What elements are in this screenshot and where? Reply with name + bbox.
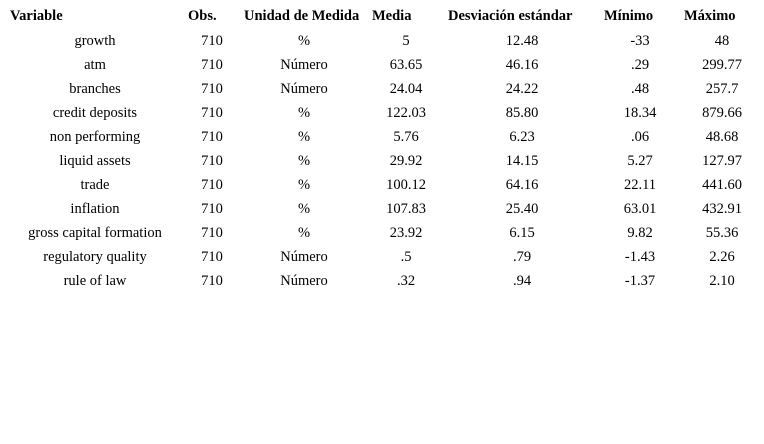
cell-stddev: 14.15 (505, 152, 539, 169)
cell-mean: .5 (400, 248, 412, 265)
cell-obs: 710 (201, 152, 223, 169)
cell-obs: 710 (201, 176, 223, 193)
cell-min: 18.34 (623, 104, 657, 121)
cell-mean: 122.03 (386, 104, 426, 121)
cell-unit: % (297, 200, 311, 217)
cell-variable: trade (80, 176, 110, 193)
column-header-mean: Media (372, 8, 412, 24)
cell-min: .48 (630, 80, 650, 97)
cell-stddev: 24.22 (505, 80, 539, 97)
cell-min: 5.27 (627, 152, 653, 169)
cell-obs: 710 (201, 80, 223, 97)
cell-min: -1.43 (624, 248, 656, 265)
cell-stddev: 85.80 (505, 104, 539, 121)
cell-unit: % (297, 224, 311, 241)
cell-mean: 24.04 (389, 80, 423, 97)
table-row (6, 197, 764, 221)
cell-min: 9.82 (627, 224, 653, 241)
cell-obs: 710 (201, 32, 223, 49)
column-header-min: Mínimo (604, 8, 654, 24)
cell-variable: rule of law (63, 272, 127, 289)
cell-unit: Número (280, 272, 328, 289)
cell-max: 2.26 (709, 248, 735, 265)
table-body (6, 29, 764, 293)
cell-min: -1.37 (624, 272, 656, 289)
table-row (6, 125, 764, 149)
cell-mean: 29.92 (389, 152, 423, 169)
cell-obs: 710 (201, 224, 223, 241)
cell-max: 55.36 (705, 224, 739, 241)
cell-max: 257.7 (705, 80, 739, 97)
cell-variable: regulatory quality (43, 248, 147, 265)
cell-mean: 107.83 (386, 200, 426, 217)
cell-mean: 63.65 (389, 56, 423, 73)
cell-mean: 5 (402, 32, 410, 49)
cell-variable: gross capital formation (28, 224, 162, 241)
cell-max: 48.68 (705, 128, 739, 145)
cell-max: 48 (714, 32, 730, 49)
cell-stddev: 6.15 (509, 224, 535, 241)
cell-unit: % (297, 152, 311, 169)
cell-stddev: 12.48 (505, 32, 539, 49)
cell-unit: % (297, 176, 311, 193)
table-row (6, 29, 764, 53)
table-row (6, 245, 764, 269)
cell-variable: liquid assets (59, 152, 131, 169)
column-header-max: Máximo (684, 8, 736, 24)
cell-unit: Número (280, 248, 328, 265)
cell-variable: non performing (49, 128, 141, 145)
cell-stddev: 46.16 (505, 56, 539, 73)
cell-mean: 23.92 (389, 224, 423, 241)
descriptive-statistics-table (6, 6, 764, 293)
cell-obs: 710 (201, 248, 223, 265)
column-header-unit: Unidad de Medida (244, 8, 360, 24)
cell-stddev: 64.16 (505, 176, 539, 193)
table-row (6, 77, 764, 101)
cell-stddev: .94 (512, 272, 532, 289)
cell-obs: 710 (201, 200, 223, 217)
table-header (6, 6, 764, 29)
cell-max: 2.10 (709, 272, 735, 289)
cell-unit: % (297, 104, 311, 121)
cell-unit: % (297, 32, 311, 49)
table-row (6, 173, 764, 197)
cell-variable: branches (69, 80, 121, 97)
cell-unit: Número (280, 56, 328, 73)
table-row (6, 269, 764, 293)
cell-min: -33 (630, 32, 650, 49)
cell-max: 127.97 (702, 152, 742, 169)
table-row (6, 149, 764, 173)
cell-min: .06 (630, 128, 650, 145)
cell-min: 22.11 (623, 176, 657, 193)
cell-stddev: 6.23 (509, 128, 535, 145)
cell-stddev: 25.40 (505, 200, 539, 217)
cell-mean: 5.76 (393, 128, 419, 145)
table-header-row (6, 6, 764, 29)
cell-max: 441.60 (702, 176, 742, 193)
cell-variable: growth (74, 32, 116, 49)
column-header-obs: Obs. (188, 8, 217, 24)
cell-mean: .32 (396, 272, 416, 289)
cell-max: 432.91 (702, 200, 742, 217)
cell-max: 879.66 (702, 104, 742, 121)
cell-min: .29 (630, 56, 650, 73)
table-row (6, 221, 764, 245)
cell-unit: % (297, 128, 311, 145)
cell-variable: atm (84, 56, 106, 73)
column-header-stddev: Desviación estándar (448, 8, 573, 24)
cell-obs: 710 (201, 104, 223, 121)
cell-max: 299.77 (702, 56, 742, 73)
cell-mean: 100.12 (386, 176, 426, 193)
cell-min: 63.01 (623, 200, 657, 217)
cell-obs: 710 (201, 128, 223, 145)
cell-variable: credit deposits (52, 104, 138, 121)
table-row (6, 53, 764, 77)
column-header-variable: Variable (10, 8, 63, 24)
cell-obs: 710 (201, 56, 223, 73)
cell-stddev: .79 (512, 248, 532, 265)
cell-obs: 710 (201, 272, 223, 289)
cell-unit: Número (280, 80, 328, 97)
table-row (6, 101, 764, 125)
cell-variable: inflation (70, 200, 120, 217)
